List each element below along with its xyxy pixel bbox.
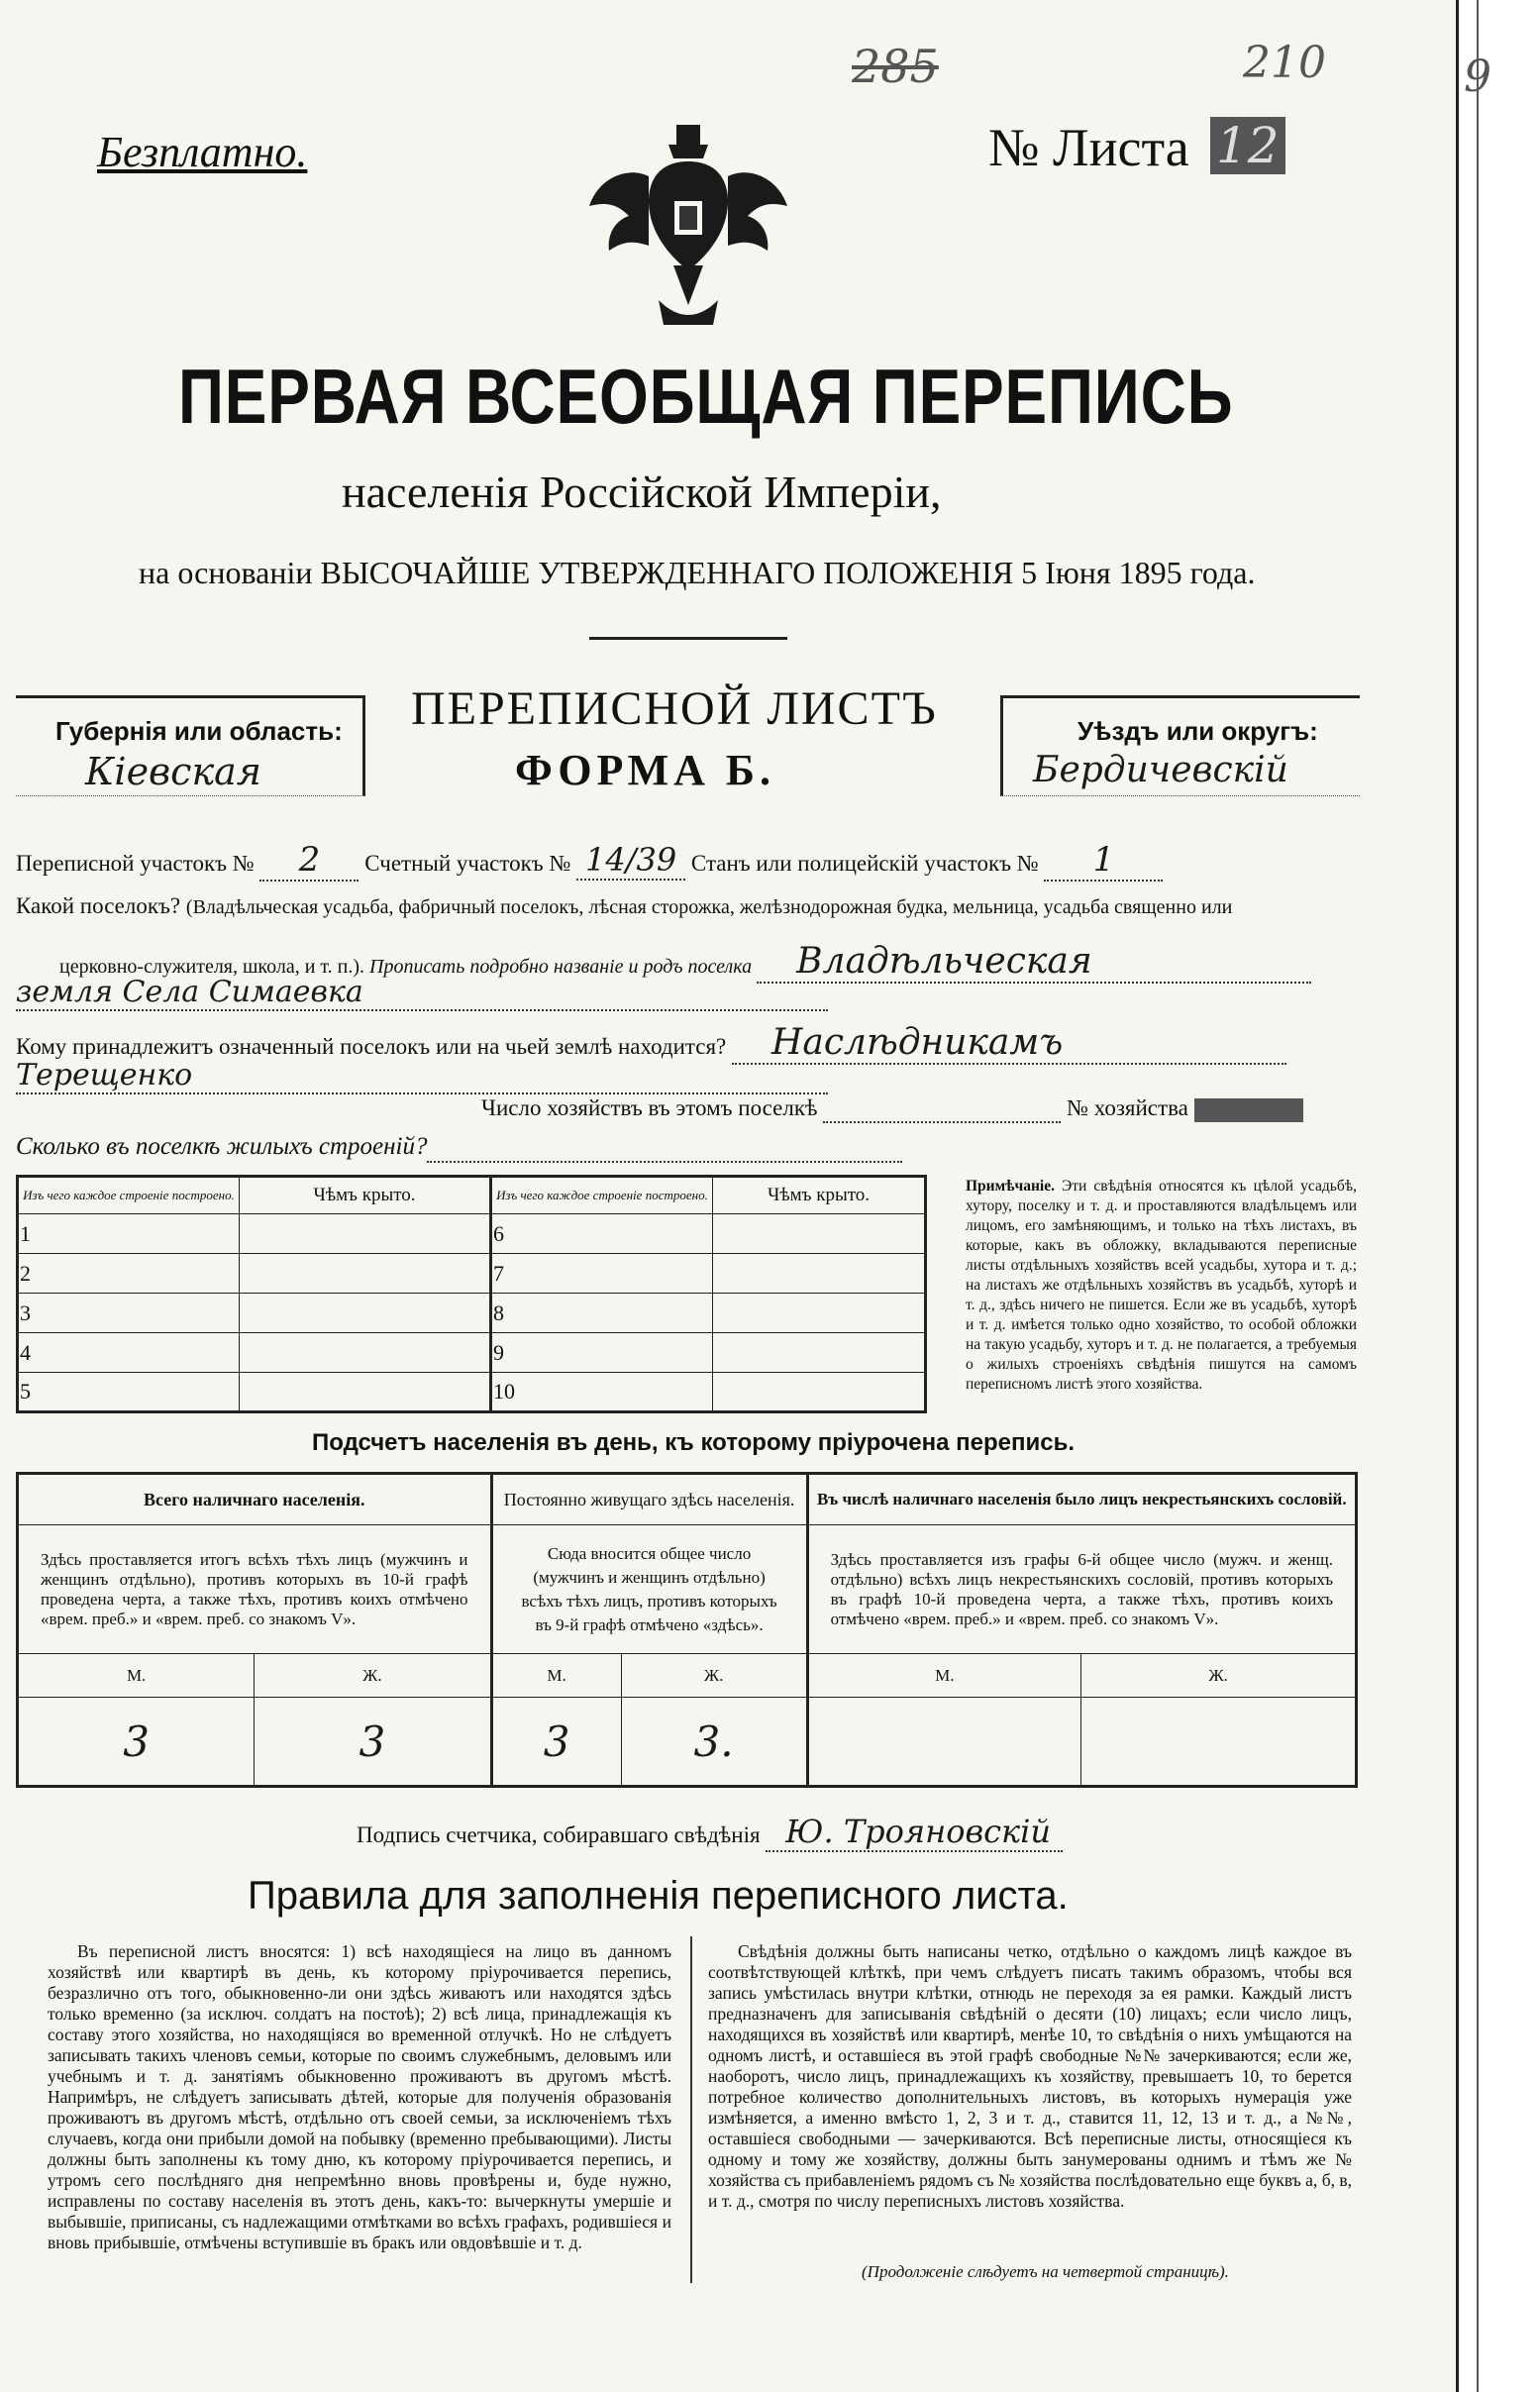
sheet-number-value: 12 <box>1210 117 1285 174</box>
row-no: 8 <box>491 1294 713 1333</box>
rules-title: Правила для заполненія переписного листа. <box>248 1874 1069 1918</box>
roof-cell[interactable] <box>713 1214 926 1254</box>
roof-cell[interactable] <box>713 1373 926 1412</box>
district-box <box>1000 695 1360 796</box>
district-label: Уѣздъ или округъ: <box>1078 716 1318 746</box>
col-nonpeasant-desc: Здѣсь проставляется изъ графы 6-й общее число (мужч. и женщ. отдѣльно) всѣхъ лицъ некрестьянскихъ сословій, противъ которыхъ въ графѣ 10-й проведена черта, а также тѣхъ, противъ коихъ отмѣчено «врем. преб.» и «врем. преб. со знакомъ V». <box>807 1525 1356 1654</box>
row-no: 2 <box>18 1254 240 1294</box>
row-no: 1 <box>18 1214 240 1254</box>
rules-right-column: Свѣдѣнія должны быть написаны четко, отдѣльно о каждомъ лицѣ каждое въ соотвѣтствующей клѣткѣ, при чемъ слѣдуетъ писать такимъ образомъ, чтобы вся запись умѣстилась внутри клѣтки, отнюдь не переходя за ея рамки. Каждый листъ предназначенъ для записыванія свѣдѣній о десяти (10) лицахъ; если число лицъ, находящихся въ хозяйствѣ или квартирѣ, менѣе 10, то свѣдѣнія о нихъ умѣщаются на одномъ листѣ, и оставшіеся въ этой графѣ свободные №№ зачеркиваются; если же, наоборотъ, число лицъ, принадлежащихъ къ хозяйству, превышаетъ 10, то берется потребное количество дополнительныхъ листовъ, въ которыхъ нумерація уже измѣняется, а именно вмѣсто 1, 2, 3 и т. д., ставится 11, 12, 13 и т. д., а №№, оставшіеся свободными — зачеркиваются. Всѣ переписные листы, относящіеся къ одному и тому же хозяйству, должны быть занумерованы однимъ и тѣмъ же № хозяйства съ прибавленіемъ рядомъ съ № хозяйства послѣдовательно еще буквъ а, б, в, и т. д., смотря по числу переписныхъ листовъ хозяйства. <box>708 1941 1352 2211</box>
settlement-value-2[interactable]: земля Села Симаевка <box>16 975 828 1011</box>
note-text: Эти свѣдѣнія относятся къ цѣлой усадьбѣ, хутору, поселку и т. д. и проставляются владѣльцемъ или лицомъ, его замѣняющимъ, и только на тѣхъ листахъ, въ которые, какъ въ обложку, вкладываются переписные листы отдѣльныхъ хозяйствъ всей усадьбы, хутора и т. д.; на листахъ же отдѣльныхъ хозяйствъ въ усадьбѣ, хуторѣ и т. д., здѣсь ничего не пишется. Если же въ усадьбѣ, хуторѣ и т. д. имѣется только одно хозяйство, то особой обложки на такую усадьбу, хуторъ и т. д. не полагается, а требуемыя о жилыхъ строеніяхъ свѣдѣнія пишутся на самомъ переписномъ листѣ этого хозяйства. <box>966 1178 1358 1393</box>
roof-cell[interactable] <box>240 1333 491 1373</box>
province-box <box>16 695 365 796</box>
total-f-value[interactable]: 3 <box>255 1698 491 1787</box>
row-no: 3 <box>18 1294 240 1333</box>
household-no-label: № хозяйства <box>1067 1095 1188 1120</box>
owner-value-1[interactable]: Наслѣдникамъ <box>732 1022 1286 1065</box>
col-roof-right: Чѣмъ крыто. <box>713 1177 926 1214</box>
signature-label: Подпись счетчика, собиравшаго свѣдѣнія <box>357 1822 761 1847</box>
population-table <box>16 1472 1358 1788</box>
nonpeasant-f-value[interactable] <box>1081 1698 1357 1787</box>
settlement-hint: (Владѣльческая усадьба, фабричный поселокъ, лѣсная сторожка, желѣзнодорожная будка, мельница, усадьба священно или <box>185 896 1233 918</box>
page-subtitle: населенія Россійской Имперіи, <box>342 467 942 517</box>
perm-m-value[interactable]: 3 <box>491 1698 621 1787</box>
settlement-hint-italic: Прописать подробно названіе и родъ поселка <box>369 956 753 978</box>
roof-cell[interactable] <box>713 1333 926 1373</box>
col-permanent-desc: Сюда вносится общее число (мужчинъ и женщинъ отдѣльно) всѣхъ тѣхъ лицъ, противъ которыхъ въ 9-й графѣ отмѣчено «здѣсь». <box>491 1525 807 1654</box>
col-total-title: Всего наличнаго населенія. <box>18 1474 492 1525</box>
row-no: 9 <box>491 1333 713 1373</box>
row-no: 5 <box>18 1373 240 1412</box>
settlement-label: Какой поселокъ? <box>16 893 181 918</box>
page-title: ПЕРВАЯ ВСЕОБЩАЯ ПЕРЕПИСЬ <box>178 353 1234 440</box>
corner-mark-1: 285 <box>852 40 939 93</box>
camp-label: Станъ или полицейскій участокъ № <box>690 851 1039 876</box>
households-label: Число хозяйствъ въ этомъ поселкѣ <box>481 1095 818 1120</box>
basis-line: на основаніи ВЫСОЧАЙШЕ УТВЕРЖДЕННАГО ПОЛОЖЕНІЯ 5 Іюня 1895 года. <box>139 555 1256 590</box>
note-block <box>966 1177 1357 1395</box>
col-nonpeasant-title: Въ числѣ наличнаго населенія было лицъ некрестьянскихъ сословій. <box>807 1474 1356 1525</box>
roof-cell[interactable] <box>240 1294 491 1333</box>
owner-label: Кому принадлежитъ означенный поселокъ или на чьей землѣ находится? <box>16 1034 727 1059</box>
roof-cell[interactable] <box>713 1294 926 1333</box>
settlement-hint-2: церковно-служителя, школа, и т. п.). <box>59 956 364 978</box>
rules-column-divider <box>690 1936 692 2283</box>
nonpeasant-m-value[interactable] <box>807 1698 1081 1787</box>
corner-mark-3: 9 <box>1464 52 1491 102</box>
divider <box>589 637 787 640</box>
buildings-question: Сколько въ поселкѣ жилыхъ строеній? <box>16 1133 902 1163</box>
population-heading: Подсчетъ населенія въ день, къ которому пріурочена перепись. <box>312 1429 1075 1456</box>
total-m-value[interactable]: 3 <box>18 1698 255 1787</box>
free-label: Безплатно. <box>97 128 308 176</box>
col-total-desc: Здѣсь проставляется итогъ всѣхъ тѣхъ лицъ (мужчинъ и женщинъ отдѣльно), противъ которыхъ въ 10-й графѣ проведена черта, а также тѣхъ, противъ коихъ отмѣчено «врем. преб.» и «врем. преб. со знакомъ V». <box>18 1525 492 1654</box>
f-header: Ж. <box>621 1654 807 1698</box>
m-header: М. <box>18 1654 255 1698</box>
perm-f-value[interactable]: 3. <box>621 1698 807 1787</box>
households-row <box>481 1095 1303 1123</box>
row-no: 4 <box>18 1333 240 1373</box>
col-material-right: Изъ чего каждое строеніе построено. <box>491 1177 713 1214</box>
count-area-value[interactable]: 14/39 <box>576 841 685 881</box>
households-value[interactable] <box>823 1095 1061 1123</box>
owner-value-2[interactable]: Терещенко <box>16 1058 828 1094</box>
m-header: М. <box>491 1654 621 1698</box>
row-no: 6 <box>491 1214 713 1254</box>
province-label: Губернія или область: <box>55 716 343 746</box>
col-permanent-title: Постоянно живущаго здѣсь населенія. <box>491 1474 807 1525</box>
count-area-label: Счетный участокъ № <box>364 851 571 876</box>
roof-cell[interactable] <box>240 1373 491 1412</box>
corner-mark-2: 210 <box>1243 38 1326 88</box>
f-header: Ж. <box>255 1654 491 1698</box>
province-value: Кіевская <box>85 750 261 793</box>
page-edge <box>1456 0 1540 2392</box>
household-no-value[interactable] <box>1194 1098 1303 1122</box>
signature-value[interactable]: Ю. Трояновскій <box>766 1813 1063 1852</box>
roof-cell[interactable] <box>713 1254 926 1294</box>
note-label: Примѣчаніе. <box>966 1178 1055 1195</box>
settlement-row <box>16 893 1232 919</box>
col-material-left: Изъ чего каждое строеніе построено. <box>18 1177 240 1214</box>
census-area-row <box>16 840 1163 882</box>
row-no: 7 <box>491 1254 713 1294</box>
sheet-number-label: № Листа <box>988 118 1189 177</box>
rules-left-column: Въ переписной листъ вносятся: 1) всѣ находящіеся на лицо въ данномъ хозяйствѣ или квартирѣ въ день, къ которому пріурочивается перепись, безразлично отъ того, обыкновенно-ли они здѣсь живаютъ или находятся здѣсь только временно (за исключ. солдатъ на постоѣ); 2) всѣ лица, принадлежащія къ составу этого хозяйства, но находящіяся во временной отлучкѣ. Но не слѣдуетъ записывать такихъ членовъ семьи, которые по своимъ служебнымъ, деловымъ или учебнымъ и т. д. занятіямъ обыкновенно проживаютъ въ другомъ мѣстѣ. Напримѣръ, не слѣдуетъ записывать дѣтей, которые для полученія образованія проживаютъ въ другомъ мѣстѣ, отдѣльно отъ своей семьи, за исключеніемъ тѣхъ случаевъ, когда они прибыли домой на побывку (временно пребывающими). Листы должны быть заполнены къ тому дню, къ которому пріурочивается перепись, и утромъ сего послѣдняго дня непремѣнно вновь провѣрены и, буде нужно, исправлены по составу населенія въ этотъ день, какъ-то: вычеркнуты умершіе и выбывшіе, приписаны, съ надлежащими отмѣтками во всѣхъ графахъ, родившіеся и вновь прибывшіе, отмѣчены вступившіе въ бракъ или овдовѣвшіе и т. д. <box>48 1941 671 2252</box>
buildings-table <box>16 1175 927 1413</box>
eagle-emblem <box>579 117 797 345</box>
col-roof-left: Чѣмъ крыто. <box>240 1177 491 1214</box>
settlement-value-1[interactable]: Владѣльческая <box>757 941 1311 984</box>
m-header: М. <box>807 1654 1081 1698</box>
census-area-value[interactable]: 2 <box>259 840 359 882</box>
row-no: 10 <box>491 1373 713 1412</box>
district-value: Бердичевскій <box>1033 750 1288 790</box>
camp-value[interactable]: 1 <box>1044 840 1163 882</box>
roof-cell[interactable] <box>240 1214 491 1254</box>
roof-cell[interactable] <box>240 1254 491 1294</box>
signature-row <box>357 1813 1063 1852</box>
f-header: Ж. <box>1081 1654 1357 1698</box>
rules-continued: (Продолженіе слѣдуетъ на четвертой страницѣ). <box>862 2262 1229 2281</box>
sheet-title: ПЕРЕПИСНОЙ ЛИСТЪ <box>411 682 938 735</box>
census-area-label: Переписной участокъ № <box>16 851 255 876</box>
form-label: ФОРМА Б. <box>515 746 775 794</box>
